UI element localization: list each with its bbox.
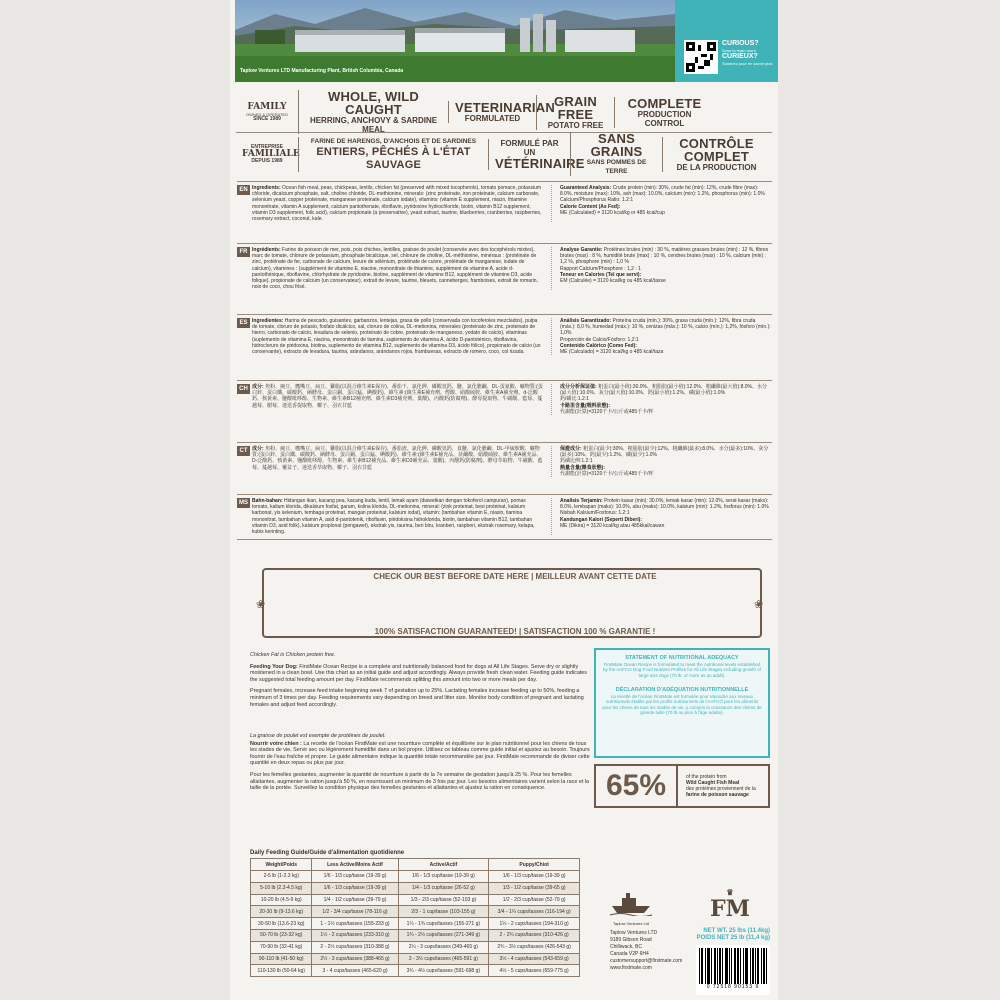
badge-title: VETERINARIAN xyxy=(455,100,555,115)
analysis xyxy=(552,247,772,290)
cal-label: Calorie Content (As Fed): xyxy=(560,203,621,210)
feeding-para-en: FirstMate Ocean Recipe is a complete and nutritionally balanced food for dogs at All Life Stages. Serve dry or slightly moistened in a clean bowl. Use this chart as an initial guide and adjust accordingly. Always provide fresh clean water. Feeding guide indicates the suggested total feeding amount per day. FirstMate recommends splitting this amount into two or more meals per day. xyxy=(250,663,588,683)
table-cell: 20-30 lb (9-13.6 kg) xyxy=(251,906,312,918)
feeding-text-en xyxy=(250,652,590,708)
table-row xyxy=(251,941,580,953)
badge-sub: DE LA PRODUCTION xyxy=(676,162,757,172)
ga-values: 粗蛋白(最少):30%、粗脂肪(最少):12%、粗纖維(最多):8.0%、水分(最多):10%、灰分(最多):10%、鈣(最少):1.2%、磷(最少):1.0% xyxy=(560,446,769,459)
table-cell: 10-20 lb (4.5-9 kg) xyxy=(251,894,312,906)
badge-wild-caught-fr xyxy=(298,137,488,172)
badge-title: VÉTÉRINAIRE xyxy=(495,155,585,171)
ingredients-label: Ingrédients: xyxy=(252,247,281,253)
ingredients-text xyxy=(252,446,552,477)
cal-value: 代謝能(計算)=3120千卡/公斤或485千卡/杯 xyxy=(560,408,654,415)
ratio: 鈣磷比例:1.2:1 xyxy=(560,458,593,465)
table-cell: 3¾ - 4½ cups/tasses (591-698 g) xyxy=(398,965,489,977)
ingredients-text xyxy=(252,498,552,535)
website-link[interactable]: www.firstmate.com xyxy=(610,965,652,971)
family-badge xyxy=(236,103,298,122)
protein-fr-1: des protéines proviennent de la xyxy=(686,786,756,792)
analysis xyxy=(552,384,772,415)
badge-complete-fr xyxy=(662,137,770,172)
table-cell: 2-5 lb (1-2.3 kg) xyxy=(251,871,312,883)
table-cell: 1/4 - 1/2 cup/tasse (39-79 g) xyxy=(312,894,398,906)
satisfaction-banner: 100% SATISFACTION GUARANTEED! | SATISFACTION 100 % GARANTIE ! xyxy=(340,627,690,636)
ga-label: Análisis Garantizado: xyxy=(560,318,612,324)
analysis xyxy=(552,498,772,535)
ingredients-list: Hidangan ikan, kacang pea, kacang kuda, lentil, lemak ayam (diawetkan dengan tokoferol campuran), pomas tomato, kalium klorida, dikalsium fosfat, garam, kolina klorida, DL-metionina, mineral: (zink proteinat, besi proteinat, kalsium karbonat, yis selenium, tembaga proteinat, mangan proteinat, kalsium iodat), vitamin: (tambahan vitamin E, niasin, tiamina mononitrat, tambahan vitamin A, asid d-pantotenik, riboflavin, piridoksina hidroklorida, biotin, tambahan vitamin B12, tambahan vitamin D3, asid folik), kalsium propionat (pengawet), ekstrak yis, taurina, beri biru, kranberi, raspberi, ekstrak rosemary, kelapa, kubis kerinting. xyxy=(252,498,535,536)
badge-sub: POTATO FREE xyxy=(547,120,604,130)
cal-value: ME (Calculated) = 3120 kcal/kg or 485 kcal/cup xyxy=(560,209,665,216)
feeding-guide-table xyxy=(250,858,580,977)
table-cell: 1½ - 2 cups/tasses (233-310 g) xyxy=(312,929,398,941)
table-cell: 90-110 lb (41-50 kg) xyxy=(251,953,312,965)
lang-tag: FR xyxy=(237,247,250,257)
table-row xyxy=(251,929,580,941)
badge-complete xyxy=(614,97,714,128)
table-row xyxy=(251,906,580,918)
ga-label: Analisis Terjamin: xyxy=(560,498,603,504)
feeding-para-fr: La recette de l'océan FirstMate est une nourriture complète et équilibrée sur le plan nutritionnel pour les chiens de tous les stades de vie. Servir sec ou légèrement humidifié dans un bol propre. Utilisez ce tableau comme guide initial et ajustez au besoin. Toujours fournir de l'eau fraîche et propre. Le guide alimentaire indique la quantité totale recommandée par jour. FirstMate recommande de diviser cette quantité en deux repas ou plus par jour. xyxy=(250,740,590,767)
lang-tag: CT xyxy=(237,446,250,456)
curious-fr: CURIEUX? xyxy=(722,53,758,60)
curious-en-sub: Scan to learn more xyxy=(722,48,756,53)
badge-title: ENTIERS, PÊCHÉS À L'ÉTAT SAUVAGE xyxy=(316,145,471,171)
ratio: Nisbah Kalsium/Fosforus: 1.2:1 xyxy=(560,510,630,517)
feeding-guide-title: Daily Feeding Guide/Guide d'alimentation quotidienne xyxy=(250,850,405,856)
ingredients-list: 魚粉、豌豆、鷹嘴豆、扁豆、雞脂(以混合維生素E保存)、番茄干、氯化鉀、磷酸氫鈣、鹽、氯化膽鹼、DL-蛋氨酸、礦物質:(蛋白鋅、蛋白鐵、碳酸鈣、硒酵母、蛋白銅、蛋白錳、碘酸鈣)、維生素:(維生素E補充劑、煙酸、硝酸硫胺、維生素A補充劑、d-泛酸鈣、核黃素、鹽酸吡哆醇、生物素、維生素B12補充劑、維生素D3補充劑、葉酸)、丙酸鈣(防腐劑)、酵母提取物、牛磺酸、藍莓、蔓越莓、樹莓、迷迭香提取物、椰子、羽衣甘藍 xyxy=(252,384,543,409)
badge-title: GRAIN FREE xyxy=(554,93,597,122)
table-header: Weight/Poids xyxy=(251,859,312,871)
protein-percent: 65% xyxy=(596,766,678,806)
table-cell: 2/3 - 1 cup/tasse (103-155 g) xyxy=(398,906,489,918)
analysis xyxy=(552,185,772,222)
ratio: Calcium/Phosphorus Ratio: 1.2:1 xyxy=(560,197,634,204)
analysis xyxy=(552,446,772,477)
photo-caption: Taplow Ventures LTD Manufacturing Plant, British Columbia, Canada xyxy=(240,68,404,74)
ingredients-text xyxy=(252,384,552,415)
table-cell: 1/6 - 1/3 cup/tasse (19-39 g) xyxy=(312,871,398,883)
badges-french xyxy=(236,131,772,175)
table-cell: 1/2 - 2/3 cup/tasse (52-79 g) xyxy=(489,894,580,906)
table-cell: 5-10 lb (2.3-4.5 kg) xyxy=(251,882,312,894)
ga-values: 粗蛋白(最小值):30.0%、粗脂肪(最小值):12.0%、粗纖維(最大值):8.0%、水分(最大值):10.0%、灰分(最大值):10.0%、鈣(最小值):1.2%、磷(最小值):1.0% xyxy=(560,384,767,397)
ga-label: 保證成分: xyxy=(560,446,582,452)
table-row xyxy=(251,965,580,977)
table-cell: 1/2 - 3/4 cup/tasse (78-116 g) xyxy=(312,906,398,918)
taplow-logo-text: Taplow Ventures Ltd xyxy=(612,921,650,926)
table-header: Less Active/Moins Actif xyxy=(312,859,398,871)
pregnant-para-en: Pregnant females, increase feed intake beginning week 7 of gestation up to 25%. Lactating females increase feeding up to 50%, feeding a minimum of 3 times per day. Feeding requirements vary depending on breed and litter size. Monitor body condition of pregnant and lactating females and adjust feed accordingly. xyxy=(250,688,584,708)
address-line: Chilliwack, BC xyxy=(610,944,642,950)
cal-label: Teneur en Calories (Tel que servi): xyxy=(560,271,642,278)
table-cell: 2¾ - 3½ cups/tasses (426-543 g) xyxy=(489,941,580,953)
cal-value: EM (Calculée) = 3120 kcal/kg ou 485 kcal/tasse xyxy=(560,278,666,285)
table-cell: 30-50 lb (13.6-23 kg) xyxy=(251,918,312,930)
ga-values: Protein kasar (min): 30.0%, lemak kasar (min): 12.0%, serat kasar (maks): 8.0%, lembapan (maks): 10.0%, abu (maks): 10.0%, kalsium (min): 1.2%, fosforus (min): 1.0% xyxy=(560,498,769,511)
badge-sub: FARINE DE HARENGS, D'ANCHOIS ET DE SARDINES xyxy=(310,137,477,145)
badge-title: COMPLETE xyxy=(627,95,702,111)
ingredients-list: Harina de pescado, guisantes, garbanzos, lentejas, grasa de pollo (conservada con tocoferoles mezclados), pulpa de tomate, cloruro de potasio, fosfato dicálcico, sal, cloruro de colina, DL-metionina, minerales (proteinato de zinc, proteinato de hierro, carbonato de calcio, levadura de selenio, proteinato de cobre, proteinato de manganeso, yodato de calcio), vitaminas (suplemento de vitamina E, niacina, mononitrato de tiamina, suplemento de vitamina A, ácido D-pantoténico, riboflavina, hidrocloruro de piridoxina, biotina, suplemento de vitamina B12, suplemento de vitamina D3, ácido fólico), propionato de calcio (un conservante), extracto de levadura, taurina, arándanos, arándanos rojos, frambuesas, extracto de romero, coco, col rizada. xyxy=(252,318,541,356)
taplow-ship-logo xyxy=(608,888,654,926)
best-before-title: CHECK OUR BEST BEFORE DATE HERE | MEILLEUR AVANT CETTE DATE xyxy=(340,572,690,581)
table-cell: 4½ - 5 cups/tasses (659-775 g) xyxy=(489,965,580,977)
ingredients-list: Farine de poisson de mer, pois, pois chiches, lentilles, graisse de poulet (conservée avec des tocophérols mixtes), marc de tomate, chlorure de potassium, phosphate bicalcique, sel, chlorure de choline, DL-méthionine, minéraux : (protéinate de zinc, protéinate de fer, carbonate de calcium, levure de sélénium, protéinate de cuivre, protéinate de manganèse, iodate de calcium), vitamines : (supplément de vitamine E, niacine, mononitrate de thiamine, supplément de vitamine A, acide d-pantothénique, riboflavine, chlorhydrate de pyridoxine, biotine, supplément de vitamine B12, supplément de vitamine D3, acide folique), propionate de calcium (un conservateur), extrait de levure, taurine, bleuets, canneberges, framboises, extrait de romarin, noix de coco, chou frisé. xyxy=(252,247,538,291)
badge-title: CONTRÔLE COMPLET xyxy=(679,135,754,164)
protein-en-1: of the protein from xyxy=(686,774,727,780)
net-weight xyxy=(695,928,770,942)
chicken-note-en: Chicken Fat is Chicken protein free. xyxy=(250,652,336,658)
badge-sub: HERRING, ANCHOVY & SARDINE MEAL xyxy=(309,116,438,134)
badge-sub: PRODUCTION CONTROL xyxy=(637,109,692,128)
table-cell: 1/6 - 1/3 cup/tasse (19-39 g) xyxy=(398,871,489,883)
curious-en: CURIOUS? xyxy=(722,40,759,47)
table-row xyxy=(251,894,580,906)
table-cell: 1¾ - 2½ cups/tasses (271-349 g) xyxy=(398,929,489,941)
cal-value: ME (Dikira) = 3120 kcal/kg atau 485kkal/cawan xyxy=(560,522,665,529)
ingredients-text xyxy=(252,247,552,290)
lang-tag: EN xyxy=(237,185,250,195)
family-since: SINCE 1989 xyxy=(253,115,281,122)
fm-monogram: FM xyxy=(710,896,750,922)
table-cell: 1/6 - 1/3 cup/tasse (19-39 g) xyxy=(312,882,398,894)
ingredients-label: 成分: xyxy=(252,384,264,390)
ga-label: 成分分析保证值: xyxy=(560,384,597,390)
address-line: Canada V2P 6H4 xyxy=(610,951,649,957)
qr-code[interactable] xyxy=(684,40,718,74)
table-header: Puppy/Chiot xyxy=(489,859,580,871)
family-since-fr: DEPUIS 1989 xyxy=(251,157,283,164)
address-line: Taplow Ventures LTD xyxy=(610,930,658,936)
firstmate-logo xyxy=(710,888,750,922)
family-sub: OWNED & OPERATED xyxy=(246,111,288,117)
ga-label: Analyse Garantie: xyxy=(560,247,603,253)
table-cell: 1/3 - 2/3 cup/tasse (52-103 g) xyxy=(398,894,489,906)
badge-sub: FORMULATED xyxy=(464,114,521,123)
net-weight-en: NET WT. 25 lbs (11.4kg) xyxy=(703,928,770,934)
ingredients-list: 魚粉、豌豆、鷹嘴豆、扁豆、雞脂(以混合維生素E保存)、番茄渣、氯化鉀、磷酸氫鈣、食鹽、氯化膽鹼、DL-甲硫胺酸、礦物質:(蛋白鋅、蛋白鐵、碳酸鈣、硒酵母、蛋白銅、蛋白錳、碘酸鈣)、維生素:(維生素E補充品、菸鹼酸、硝酸硫胺、維生素A補充品、D-泛酸鈣、核黃素、鹽酸吡哆醇、生物素、維生素B12補充品、維生素D3補充品、葉酸)、丙酸鈣(防腐劑)、酵母萃取物、牛磺酸、藍莓、蔓越莓、覆盆子、迷迭香萃取物、椰子、羽衣甘藍 xyxy=(252,446,543,471)
table-cell: 1/4 - 1/3 cup/tasse (26-52 g) xyxy=(398,882,489,894)
barcode-number: 0 72518 90153 9 xyxy=(706,984,760,990)
curious-fr-sub: Scannez pour en savoir plus xyxy=(722,61,773,66)
ratio: Proporción de Calcio/Fósforo: 1,2:1 xyxy=(560,336,639,343)
table-cell: 3½ - 4 cups/tasses (543-659 g) xyxy=(489,953,580,965)
ingredients-fr xyxy=(237,243,772,292)
ingredients-label: Bahn-bahan: xyxy=(252,498,283,504)
table-header-row xyxy=(251,859,580,871)
table-cell: 2¼ - 3 cups/tasses (349-465 g) xyxy=(398,941,489,953)
table-cell: 1¼ - 1¾ cups/tasses (155-271 g) xyxy=(398,918,489,930)
badge-grain-free-fr xyxy=(570,132,662,176)
address-line: 9189 Gibson Road xyxy=(610,937,652,943)
badge-wild-caught xyxy=(298,90,448,134)
ga-values: Proteína cruda (mín.): 30%, grasa cruda (mín.): 12%, fibra cruda (máx.): 8,0 %, humedad (máx.): 10 %, cenizas (máx.): 10 %, calcio (mín.): 1,2%, fósforo (mín.): 1,0% xyxy=(560,318,771,337)
ingredients-ct xyxy=(237,442,772,479)
ingredients-text xyxy=(252,185,552,222)
table-row xyxy=(251,953,580,965)
feeding-title-fr: Nourrir votre chien : xyxy=(250,740,302,747)
badge-veterinarian xyxy=(448,100,555,123)
barcode-bars xyxy=(699,948,767,984)
adequacy-text-fr: La recette de l'océan FirstMate est formulée pour répondre aux niveaux nutritionnels établis par les profils nutritionnels de l'AAFCO pour les aliments pour les chiens de tous les stades de vie, y compris la croissance des chiens de grande taille (70 lb ou plus à l'âge adulte). xyxy=(602,693,762,715)
paw-icon: ❀ xyxy=(256,599,266,611)
ingredients-label: 成分: xyxy=(252,446,264,452)
ingredients-es xyxy=(237,314,772,357)
adequacy-title-en: STATEMENT OF NUTRITIONAL ADEQUACY xyxy=(625,655,739,661)
table-cell: 3 - 4 cups/tasses (465-620 g) xyxy=(312,965,398,977)
table-cell: 1/6 - 1/3 cup/tasse (19-39 g) xyxy=(489,871,580,883)
table-cell: 2 - 2¾ cups/tasses (310-426 g) xyxy=(489,929,580,941)
divider xyxy=(236,132,772,133)
net-weight-fr: POIDS NET 25 lb (11,4 kg) xyxy=(696,935,770,941)
nutritional-adequacy-box xyxy=(594,648,770,758)
ga-values: Crude protein (min): 30%, crude fat (min): 12%, crude fibre (max): 8.0%, moisture (max): 10%, ash (max): 10.0%, calcium (min): 1.2%, phosphorus (min): 1.0% xyxy=(560,185,765,198)
table-cell: 50-70 lb (23-32 kg) xyxy=(251,929,312,941)
lang-tag: MS xyxy=(239,500,248,506)
ratio: Rapport Calcium/Phosphore : 1,2 : 1 xyxy=(560,265,641,272)
table-row xyxy=(251,918,580,930)
badge-sub: FORMULÉ PAR UN xyxy=(500,138,559,157)
cal-label: Contenido Calórico (Como Fed): xyxy=(560,342,637,349)
cal-label: 熱量含量(餵食狀態): xyxy=(560,464,605,471)
company-address xyxy=(610,930,682,972)
chicken-note-fr: La graisse de poulet est exempte de protéines de poulet. xyxy=(250,733,386,739)
upc-barcode xyxy=(696,945,770,995)
table-cell: 110-130 lb (50-64 kg) xyxy=(251,965,312,977)
protein-en-2: Wild Caught Fish Meal xyxy=(686,780,740,786)
badge-sub: SANS POMMES DE TERRE xyxy=(586,159,647,175)
adequacy-text-en: FirstMate Ocean Recipe is formulated to meet the nutritional levels established by the AAFCO Dog Food Nutrient Profiles for All Life Stages including growth of large size dogs (70 lb. or more as an adult). xyxy=(602,661,762,678)
protein-fr-2: farine de poisson sauvage xyxy=(686,792,749,798)
table-cell: 1¼ - 2 cups/tasses (194-310 g) xyxy=(489,918,580,930)
cal-label: Kandungan Kalori (Seperti Diberi): xyxy=(560,516,642,523)
feeding-title-en: Feeding Your Dog: xyxy=(250,663,298,670)
crown-icon: ♛ xyxy=(726,887,734,897)
table-cell: 2½ - 3 cups/tasses (388-465 g) xyxy=(312,953,398,965)
family-sub-fr: FAMILIALE xyxy=(242,148,300,159)
ingredients-ms xyxy=(237,494,772,540)
analysis xyxy=(552,318,772,355)
cal-value: ME (Calculado) = 3120 kcal/kg o 485 kcal/taza xyxy=(560,349,664,356)
feeding-text-fr xyxy=(250,733,590,792)
table-cell: 3/4 - 1¼ cups/tasses (116-194 g) xyxy=(489,906,580,918)
family-label-fr: ENTREPRISE xyxy=(251,143,283,150)
family-badge-fr xyxy=(236,145,298,164)
table-cell: 70-90 lb (32-41 kg) xyxy=(251,941,312,953)
ga-values: Protéines brutes (min) : 30 %, matières grasses brutes (min) : 12 %, fibres brutes (max) : 8 %, humidité brute (max) : 10 %, cendres brutes (max) : 10 %, calcium (min) : 1,2 %, phosphore (min) : 1,0 % xyxy=(560,247,769,266)
table-row xyxy=(251,871,580,883)
pregnant-para-fr: Pour les femelles gestantes, augmenter la quantité de nourriture à partir de la 7e semaine de gestation jusqu'à 25 %. Pour les femelles allaitantes, augmenter la ration jusqu'à 50 %, en nourrissant un minimum de 3 fois par jour. Les besoins alimentaires varient selon la race et la taille de la portée. Surveillez la condition physique des femelles gestantes et allaitantes et ajustez la ration en conséquence. xyxy=(250,771,590,792)
ingredients-label: Ingredients: xyxy=(252,185,281,191)
ratio: 鈣/磷比:1.2:1 xyxy=(560,396,589,403)
cal-value: 代謝能(計算)=3120千卡/公斤或485千卡/杯 xyxy=(560,470,654,477)
badge-veterinarian-fr xyxy=(488,138,585,171)
ingredients-ch xyxy=(237,380,772,417)
table-row xyxy=(251,882,580,894)
ingredients-en xyxy=(237,181,772,224)
badge-title: SANS GRAINS xyxy=(590,131,643,159)
cal-label: 卡路里含量(喂料狀態): xyxy=(560,402,610,409)
badges-english xyxy=(236,89,772,134)
support-email[interactable]: customersupport@firstmate.com xyxy=(610,958,683,964)
curious-text xyxy=(722,40,772,66)
badge-title: WHOLE, WILD CAUGHT xyxy=(327,89,420,117)
ingredients-text xyxy=(252,318,552,355)
table-header: Active/Actif xyxy=(398,859,489,871)
protein-percentage-box xyxy=(594,764,770,808)
badge-grain-free xyxy=(536,95,614,130)
ga-label: Guaranteed Analysis: xyxy=(560,185,612,191)
lang-tag: ES xyxy=(237,318,250,328)
ingredients-list: Ocean fish meal, peas, chickpeas, lentils, chicken fat (preserved with mixed tocopherols), tomato pomace, potassium chloride, dicalcium phosphate, salt, choline chloride, DL-methionine, minerals: (zinc proteinate, iron proteinate, calcium carbonate, selenium yeast, copper proteinate, manganese proteinate, calcium iodate), vitamins: (vitamin E supplement, niacin, thiamine mononitrate, vitamin A supplement, calcium pantothenate, riboflavin, pyridoxine hydrochloride, biotin, vitamin B12 supplement, vitamin D3 supplement, folic acid), calcium propionate (a preservative), yeast extract, taurine, blueberries, cranberries, raspberries, rosemary extract, coconut, kale. xyxy=(252,185,542,223)
table-cell: 2 - 2½ cups/tasses (310-388 g) xyxy=(312,941,398,953)
table-cell: 1 - 1½ cups/tasses (155-233 g) xyxy=(312,918,398,930)
ingredients-label: Ingredientes: xyxy=(252,318,284,324)
protein-text xyxy=(678,774,756,798)
family-label: FAMILY xyxy=(247,101,287,112)
lang-tag: CH xyxy=(237,384,250,394)
table-cell: 3 - 3½ cups/tasses (465-591 g) xyxy=(398,953,489,965)
paw-icon: ❀ xyxy=(754,599,764,611)
table-cell: 1/3 - 1/2 cup/tasse (39-65 g) xyxy=(489,882,580,894)
adequacy-title-fr: DÉCLARATION D'ADÉQUATION NUTRITIONNELLE xyxy=(615,687,749,693)
